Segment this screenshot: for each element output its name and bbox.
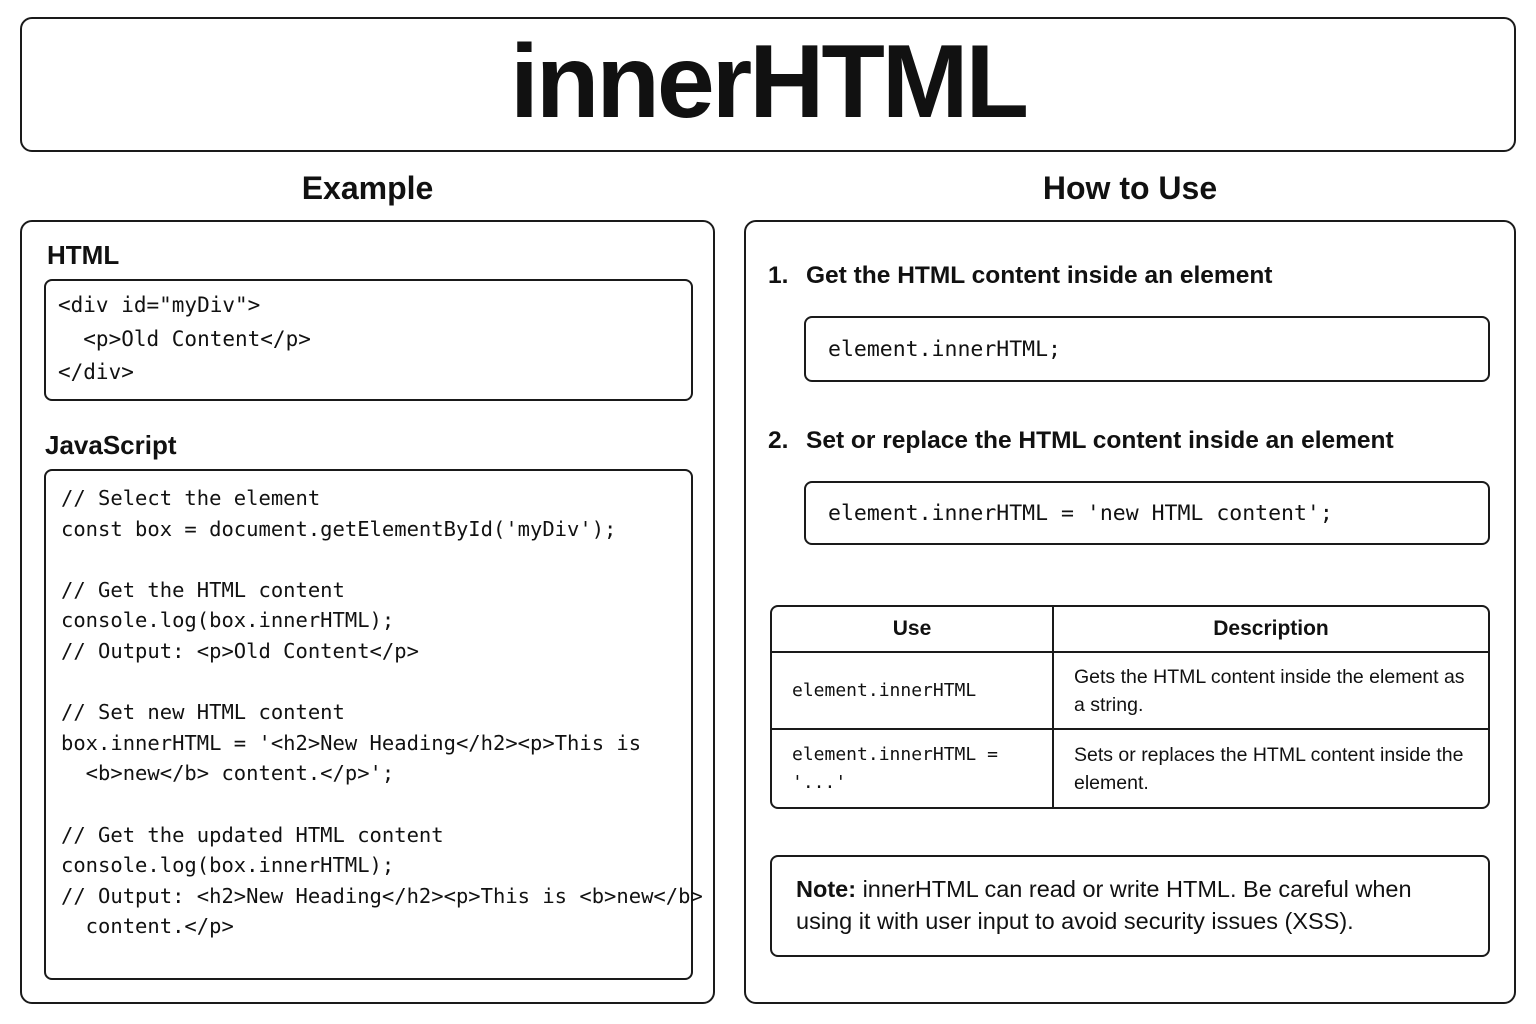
step-2-text: Set or replace the HTML content inside an element	[806, 427, 1394, 454]
javascript-code: // Select the element const box = document.getElementById('myDiv'); // Get the HTML content console.log(box.innerHTML); // Output: <p>Old Content</p> // Set new HTML content box.innerHTML = '<h2>New Heading</h2><p>This is <b>new</b> content.</p>'; // Get the updated HTML content console.log(box.innerHTML); // Output: <h2>New Heading</h2><p>This is <b>new</b> content.</p>	[61, 486, 703, 939]
html-code-block	[44, 279, 693, 401]
table-cell-use: element.innerHTML	[772, 653, 1054, 730]
javascript-code-block	[44, 469, 703, 980]
page-title: innerHTML	[509, 23, 1027, 140]
step-2-code: element.innerHTML = 'new HTML content';	[804, 481, 1490, 545]
table-header-use: Use	[772, 607, 1054, 653]
html-label: HTML	[47, 240, 120, 270]
security-note	[770, 855, 1490, 957]
step-2	[768, 427, 1394, 455]
step-1-number: 1.	[768, 262, 789, 289]
title-banner	[20, 17, 1516, 152]
step-1	[768, 262, 1272, 290]
note-label: Note:	[796, 876, 857, 902]
step-1-code: element.innerHTML;	[804, 316, 1490, 382]
step-2-number: 2.	[768, 427, 789, 454]
table-cell-description: Gets the HTML content inside the element as a string.	[1054, 653, 1488, 730]
how-to-use-heading: How to Use	[1042, 170, 1218, 206]
step-1-text: Get the HTML content inside an element	[806, 262, 1273, 289]
example-panel	[20, 220, 715, 1004]
table-row	[772, 653, 1488, 730]
table-row	[772, 730, 1488, 807]
example-heading: Example	[301, 170, 434, 206]
html-code: <div id="myDiv"> <p>Old Content</p> </div>	[58, 293, 311, 384]
table-header-row	[772, 607, 1488, 653]
note-text: innerHTML can read or write HTML. Be careful when using it with user input to avoid security issues (XSS).	[796, 876, 1412, 934]
table-cell-use: element.innerHTML = '...'	[772, 730, 1054, 807]
how-to-use-panel	[744, 220, 1516, 1004]
table-cell-description: Sets or replaces the HTML content inside the element.	[1074, 743, 1464, 794]
usage-table	[770, 605, 1490, 809]
javascript-label: JavaScript	[45, 430, 177, 460]
table-header-description: Description	[1054, 607, 1488, 653]
